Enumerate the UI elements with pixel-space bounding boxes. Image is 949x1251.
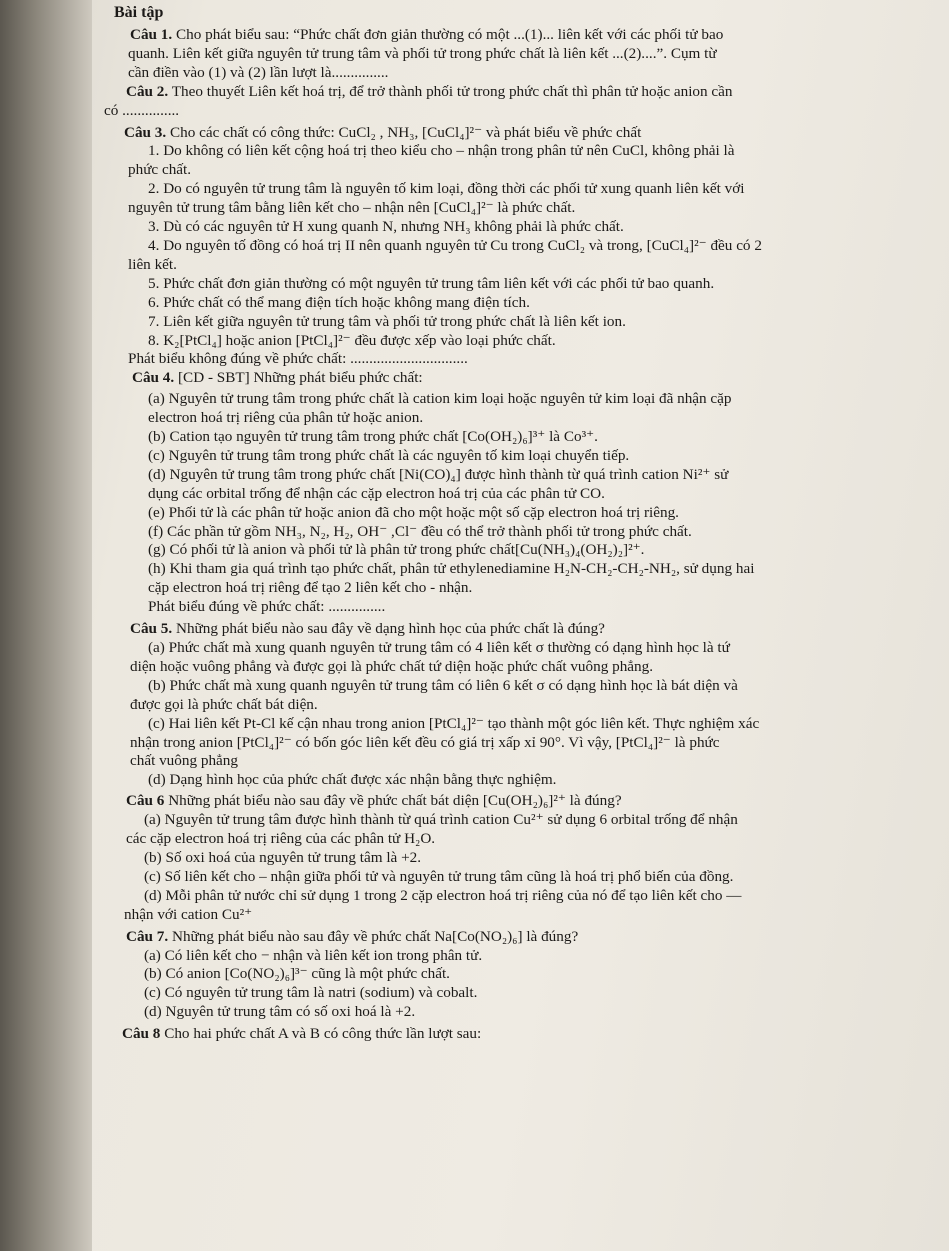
q3-item: nguyên tử trung tâm bằng liên kết cho – nhận nên [CuCl₄]²⁻ là phức chất.	[128, 199, 576, 217]
q4-item: dụng các orbital trống để nhận các cặp electron hoá trị của các phân tử CO.	[148, 484, 605, 502]
q6-item: (a) Nguyên tử trung tâm được hình thành từ quá trình cation Cu²⁺ sử dụng 6 orbital trống để nhận	[144, 811, 738, 829]
q7-item: (d) Nguyên tử trung tâm có số oxi hoá là +2.	[144, 1003, 416, 1021]
question-1-line-1: Câu 1. Cho phát biểu sau: “Phức chất đơn giản thường có một ...(1)... liên kết với các phối tử bao	[130, 26, 724, 43]
q3-item: 2. Do có nguyên tử trung tâm là nguyên tố kim loại, đồng thời các phối tử xung quanh liên kết với	[148, 180, 745, 198]
q4-item: (f) Các phần tử gồm NH₃, N₂, H₂, OH⁻ ,Cl⁻ đều có thể trở thành phối tử trong phức chất.	[148, 522, 692, 540]
q3-item: phức chất.	[128, 161, 192, 179]
q5-item: (b) Phức chất mà xung quanh nguyên tử trung tâm có liên 6 kết σ có dạng hình học là bát diện và	[148, 676, 738, 694]
question-1-line-2: quanh. Liên kết giữa nguyên tử trung tâm và phối tử trong phức chất là liên kết ...(2)....”. Cụm từ	[128, 44, 717, 62]
question-7-intro: Câu 7. Những phát biểu nào sau đây về phức chất Na[Co(NO₂)₆] là đúng?	[126, 927, 579, 945]
q3-item: 4. Do nguyên tố đồng có hoá trị II nên quanh nguyên tử Cu trong CuCl₂ và trong, [CuCl₄]²⁻ đều có 2	[148, 236, 762, 254]
question-8-intro: Câu 8 Cho hai phức chất A và B có công thức lần lượt sau:	[122, 1025, 482, 1043]
q4-item: electron hoá trị riêng của phân tử hoặc anion.	[148, 409, 424, 427]
q4-item: (g) Có phối tử là anion và phối tử là phân tử trong phức chất[Cu(NH₃)₄(OH₂)₂]²⁺.	[148, 541, 645, 559]
page-title: Bài tập	[114, 4, 164, 21]
q5-item: (c) Hai liên kết Pt-Cl kế cận nhau trong anion [PtCl₄]²⁻ tạo thành một góc liên kết. Thực nghiệm xác	[148, 714, 760, 732]
q3-item: 3. Dù có các nguyên tử H xung quanh N, nhưng NH₃ không phải là phức chất.	[148, 218, 624, 236]
q5-item: được gọi là phức chất bát diện.	[130, 695, 318, 713]
q5-item: (a) Phức chất mà xung quanh nguyên tử trung tâm có 4 liên kết σ thường có dạng hình học là tứ	[148, 639, 730, 656]
q4-item: (b) Cation tạo nguyên tử trung tâm trong phức chất [Co(OH₂)₆]³⁺ là Co³⁺.	[148, 428, 598, 446]
q3-item: 6. Phức chất có thể mang điện tích hoặc không mang điện tích.	[148, 293, 530, 311]
q4-item: (a) Nguyên tử trung tâm trong phức chất là cation kim loại hoặc nguyên tử kim loại đã nhận cặp	[148, 390, 732, 408]
q7-item: (b) Có anion [Co(NO₂)₆]³⁻ cũng là một phức chất.	[144, 965, 450, 983]
q4-item: (d) Nguyên tử trung tâm trong phức chất [Ni(CO)₄] được hình thành từ quá trình cation Ni²⁺ sử	[148, 465, 729, 483]
q3-item: 5. Phức chất đơn giản thường có một nguyên tử trung tâm liên kết với các phối tử bao quanh.	[148, 274, 715, 292]
q7-item: (a) Có liên kết cho − nhận và liên kết ion trong phân tử.	[144, 946, 483, 964]
q6-item: (d) Mỗi phân tử nước chỉ sử dụng 1 trong 2 cặp electron hoá trị riêng của nó để tạo liên kết cho —	[144, 886, 742, 904]
q3-item: liên kết.	[128, 255, 177, 273]
q4-item: (c) Nguyên tử trung tâm trong phức chất là các nguyên tố kim loại chuyển tiếp.	[148, 446, 630, 464]
question-5-intro: Câu 5. Những phát biểu nào sau đây về dạng hình học của phức chất là đúng?	[130, 620, 605, 638]
question-1-line-3: cần điền vào (1) và (2) lần lượt là...............	[128, 63, 389, 81]
question-6-intro: Câu 6 Những phát biểu nào sau đây về phức chất bát diện [Cu(OH₂)₆]²⁺ là đúng?	[126, 792, 622, 810]
q6-item: nhận với cation Cu²⁺	[124, 905, 253, 923]
q5-item: (d) Dạng hình học của phức chất được xác nhận bằng thực nghiệm.	[148, 771, 557, 789]
q4-item: (h) Khi tham gia quá trình tạo phức chất, phân tử ethylenediamine H₂N-CH₂-CH₂-NH₂, sử dụng hai	[148, 560, 755, 578]
page-edge-shadow	[0, 0, 92, 1251]
q7-item: (c) Có nguyên tử trung tâm là natri (sodium) và cobalt.	[144, 984, 478, 1002]
q6-item: các cặp electron hoá trị riêng của các phân tử H₂O.	[126, 830, 436, 848]
question-4-intro: Câu 4. [CD - SBT] Những phát biểu phức chất:	[132, 369, 423, 387]
question-2-line-1: Câu 2. Theo thuyết Liên kết hoá trị, để trở thành phối tử trong phức chất thì phân tử hoặc anion cần	[126, 82, 733, 100]
q3-item: 7. Liên kết giữa nguyên tử trung tâm và phối tử trong phức chất là liên kết ion.	[148, 312, 626, 330]
q3-item: 8. K₂[PtCl₄] hoặc anion [PtCl₄]²⁻ đều được xếp vào loại phức chất.	[148, 331, 556, 349]
q4-answer-blank: Phát biểu đúng về phức chất: ...............	[148, 598, 386, 616]
q6-item: (b) Số oxi hoá của nguyên tử trung tâm là +2.	[144, 848, 422, 866]
q5-item: diện hoặc vuông phẳng và được gọi là phức chất tứ diện hoặc phức chất vuông phẳng.	[130, 657, 654, 675]
q4-item: (e) Phối tử là các phân tử hoặc anion đã cho một hoặc một số cặp electron hoá trị riêng.	[148, 503, 679, 521]
q3-item: 1. Do không có liên kết cộng hoá trị theo kiểu cho – nhận trong phân tử nên CuCl, không phải là	[148, 142, 735, 160]
q6-item: (c) Số liên kết cho – nhận giữa phối tử và nguyên tử trung tâm cũng là hoá trị phổ biến của đồng.	[144, 867, 734, 885]
q5-item: nhận trong anion [PtCl₄]²⁻ có bốn góc liên kết đều có giá trị xấp xỉ 90°. Vì vậy, [PtCl₄]²⁻ là phức	[130, 733, 720, 751]
q4-item: cặp electron hoá trị riêng để tạo 2 liên kết cho - nhận.	[148, 579, 473, 597]
q3-answer-blank: Phát biểu không đúng về phức chất: ...............................	[128, 350, 468, 368]
question-2-line-2: có ...............	[104, 101, 180, 119]
question-3-intro: Câu 3. Cho các chất có công thức: CuCl₂ , NH₃, [CuCl₄]²⁻ và phát biểu về phức chất	[124, 123, 642, 141]
q5-item: chất vuông phẳng	[130, 752, 238, 770]
